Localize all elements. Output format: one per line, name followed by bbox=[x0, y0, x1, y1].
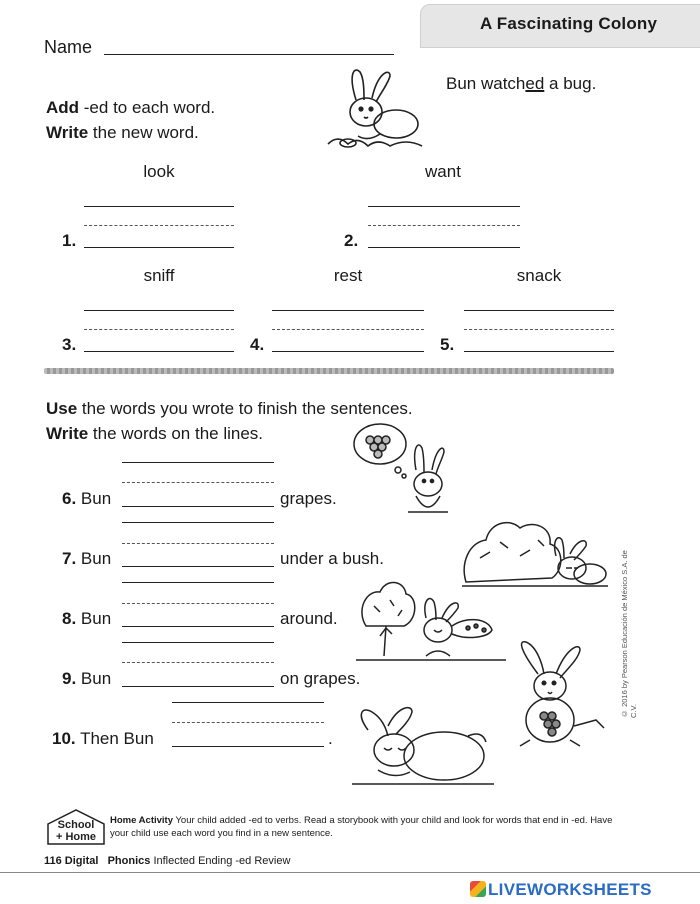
word-want: want bbox=[425, 162, 461, 181]
item-number-5: 5. bbox=[440, 335, 455, 354]
write-line-8-mid bbox=[122, 603, 274, 604]
answer-line-5[interactable] bbox=[464, 351, 614, 352]
copyright-text: © 2016 by Pearson Educación de México S.A. de C.V. bbox=[620, 550, 638, 718]
write-line-1-mid bbox=[84, 225, 234, 226]
liveworksheets-watermark[interactable]: LIVEWORKSHEETS bbox=[488, 880, 652, 899]
write-line-10-mid bbox=[172, 722, 324, 723]
sentence-9-start: 9. Bun bbox=[62, 669, 112, 688]
svg-text:+ Home: + Home bbox=[55, 831, 97, 843]
write-line-8-top bbox=[122, 582, 274, 583]
answer-line-4[interactable] bbox=[272, 351, 424, 352]
liveworksheets-icon bbox=[470, 881, 486, 897]
write-line-4-mid bbox=[272, 329, 424, 330]
answer-line-7[interactable] bbox=[122, 566, 274, 567]
rabbit-eating-grapes-illustration bbox=[500, 640, 610, 750]
school-home-logo bbox=[44, 806, 108, 846]
page-title: A Fascinating Colony bbox=[480, 14, 658, 33]
write-line-9-top bbox=[122, 642, 274, 643]
write-line-6-top bbox=[122, 462, 274, 463]
sentence-8-end: around. bbox=[280, 609, 338, 628]
word-look: look bbox=[143, 162, 175, 181]
write-line-7-top bbox=[122, 522, 274, 523]
write-line-3-mid bbox=[84, 329, 234, 330]
answer-line-8[interactable] bbox=[122, 626, 274, 627]
section-divider bbox=[44, 368, 614, 374]
write-line-5-top bbox=[464, 310, 614, 311]
write-line-4-top bbox=[272, 310, 424, 311]
answer-line-1[interactable] bbox=[84, 247, 234, 248]
name-label: Name bbox=[44, 37, 93, 57]
svg-text:School: School bbox=[57, 819, 95, 831]
write-line-2-top bbox=[368, 206, 520, 207]
word-rest: rest bbox=[333, 266, 363, 285]
sentence-10-end: . bbox=[328, 729, 333, 748]
name-input-line[interactable] bbox=[104, 54, 394, 55]
rabbit-bug-illustration bbox=[318, 64, 438, 154]
instruction-write: Write the new word. bbox=[46, 123, 199, 142]
write-line-6-mid bbox=[122, 482, 274, 483]
write-line-10-top bbox=[172, 702, 324, 703]
instruction-write-lines: Write the words on the lines. bbox=[46, 424, 264, 443]
write-line-5-mid bbox=[464, 329, 614, 330]
sentence-9-end: on grapes. bbox=[280, 669, 361, 688]
sentence-6-start: 6. Bun bbox=[62, 489, 112, 508]
item-number-3: 3. bbox=[62, 335, 77, 354]
answer-line-2[interactable] bbox=[368, 247, 520, 248]
write-line-3-top bbox=[84, 310, 234, 311]
write-line-2-mid bbox=[368, 225, 520, 226]
write-line-9-mid bbox=[122, 662, 274, 663]
answer-line-3[interactable] bbox=[84, 351, 234, 352]
write-line-7-mid bbox=[122, 543, 274, 544]
instruction-add: Add -ed to each word. bbox=[46, 98, 216, 117]
sentence-8-start: 8. Bun bbox=[62, 609, 112, 628]
footer-divider bbox=[0, 872, 700, 873]
instruction-use: Use the words you wrote to finish the sentences. bbox=[46, 399, 413, 418]
answer-line-6[interactable] bbox=[122, 506, 274, 507]
item-number-1: 1. bbox=[62, 231, 77, 250]
sentence-7-end: under a bush. bbox=[280, 549, 384, 568]
sentence-7-start: 7. Bun bbox=[62, 549, 112, 568]
example-sentence: Bun watched a bug. bbox=[446, 74, 597, 93]
word-snack: snack bbox=[516, 266, 562, 285]
write-line-1-top bbox=[84, 206, 234, 207]
answer-line-9[interactable] bbox=[122, 686, 274, 687]
page-footer: 116 Digital Phonics Inflected Ending -ed Review bbox=[44, 855, 291, 867]
rabbit-tree-sniffing-illustration bbox=[356, 576, 506, 666]
item-number-4: 4. bbox=[250, 335, 265, 354]
sentence-6-end: grapes. bbox=[280, 489, 337, 508]
sentence-10-start: 10. Then Bun bbox=[52, 729, 154, 748]
rabbit-sleeping-illustration bbox=[348, 700, 498, 790]
word-sniff: sniff bbox=[143, 266, 175, 285]
answer-line-10[interactable] bbox=[172, 746, 324, 747]
item-number-2: 2. bbox=[344, 231, 359, 250]
rabbit-thinking-grapes-illustration bbox=[348, 418, 458, 518]
home-activity-text: Home Activity Your child added -ed to verbs. Read a storybook with your child and look for words that end in -ed. Have your child use each word you find in a new sentence. bbox=[110, 815, 613, 839]
